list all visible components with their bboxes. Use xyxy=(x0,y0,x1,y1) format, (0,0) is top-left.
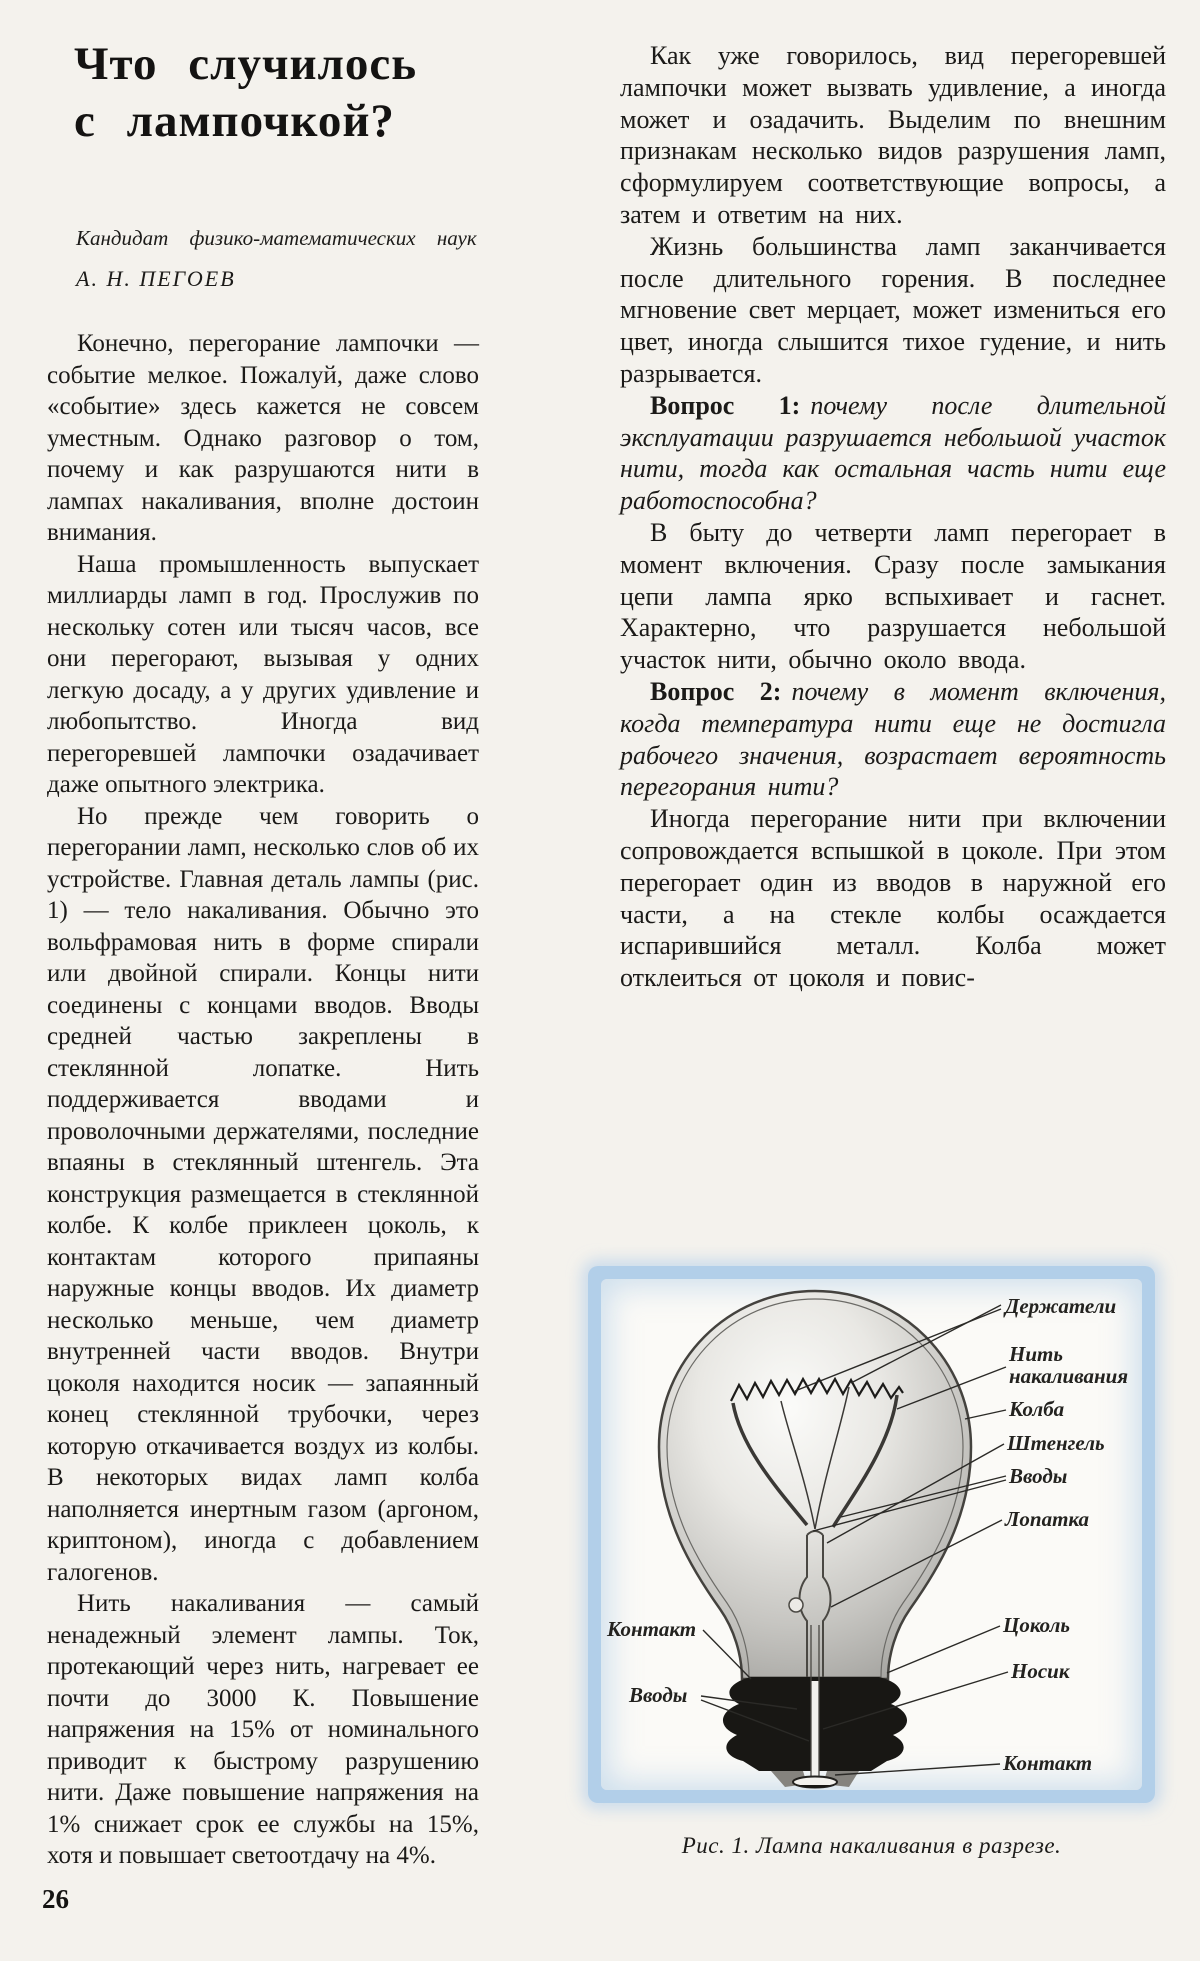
paragraph: Нить накаливания — самый ненадежный элемент лампы. Ток, протекающий через нить, нагревает ее почти до 3000 К. Повышение напряжения на 15% от номинального приводит к быстрому разрушению нити. Даже повышение напряжения на 1% снижает срок ее службы на 15%, хотя и повышает светоотдачу на 4%. xyxy=(47,1590,479,1869)
label-contact-left: Контакт xyxy=(607,1617,697,1641)
label-filament-line1: Нить xyxy=(1009,1342,1063,1366)
article-title-line1: Что случилось xyxy=(74,38,418,90)
right-column xyxy=(620,40,1166,994)
article-title xyxy=(74,36,504,150)
article-title-line2: с лампочкой? xyxy=(74,95,395,147)
label-leads-left: Вводы xyxy=(629,1683,688,1707)
label-bulb: Колба xyxy=(1009,1397,1065,1421)
label-tip: Носик xyxy=(1011,1659,1070,1683)
paragraph: Конечно, перегорание лампочки — событие мелкое. Пожалуй, даже слово «событие» здесь кажется не совсем уместным. Однако разговор о том, почему и как разрушаются нити в лампах накаливания, вполне достоин внимания. xyxy=(47,330,479,546)
author-role: Кандидат физико-математических наук xyxy=(76,226,477,250)
label-stem: Штенгель xyxy=(1007,1431,1105,1455)
label-filament xyxy=(1009,1343,1128,1387)
label-filament-line2: накаливания xyxy=(1009,1364,1129,1388)
page-number: 26 xyxy=(42,1884,69,1914)
author-name: А. Н. ПЕГОЕВ xyxy=(76,266,236,291)
paragraph: Жизнь большинства ламп заканчивается после длительного горения. В последнее мгновение свет мерцает, может измениться его цвет, иногда слышится тихое гудение, и нить разрывается. xyxy=(620,231,1166,388)
figure-frame xyxy=(588,1266,1155,1803)
label-leads-right: Вводы xyxy=(1009,1464,1068,1488)
label-contact-right: Контакт xyxy=(1003,1751,1093,1775)
left-column xyxy=(47,328,479,1872)
paragraph: Наша промышленность выпускает миллиарды ламп в год. Прослужив по нескольку сотен или тысяч часов, все они перегорают, вызывая у одних легкую досаду, а у других удивление и любопытство. Иногда вид перегоревшей лампочки озадачивает даже опытного электрика. xyxy=(47,550,479,798)
lopatka-hole xyxy=(789,1598,803,1612)
paragraph: Как уже говорилось, вид перегоревшей лампочки может вызвать удивление, а иногда может и озадачить. Выделим по внешним признакам несколько видов разрушения ламп, сформулируем соответствующие вопросы, а затем и ответим на них. xyxy=(620,41,1166,229)
paragraph: В быту до четверти ламп перегорает в момент включения. Сразу после замыкания цепи лампа ярко вспыхивает и гаснет. Характерно, что разрушается небольшой участок нити, обычно около ввода. xyxy=(620,517,1166,675)
question-label: Вопрос 1: xyxy=(650,390,801,420)
paragraph: Иногда перегорание нити при включении сопровождается вспышкой в цоколе. При этом перегорает один из вводов в наружной его части, а на стекле колбы осаждается испарившийся металл. Колба может отклеиться от цоколя и повис- xyxy=(620,804,1166,993)
glass-envelope xyxy=(659,1291,971,1679)
question-label: Вопрос 2: xyxy=(650,676,782,706)
question-text: почему в момент включения, когда температура нити еще не достигла рабочего значения, возрастает вероятность перегорания нити? xyxy=(620,676,1166,802)
question-paragraph xyxy=(620,390,1166,517)
label-holders: Держатели xyxy=(1005,1294,1117,1318)
paragraph: Но прежде чем говорить о перегорании ламп, несколько слов об их устройстве. Главная деталь лампы (рис. 1) — тело накаливания. Обычно это вольфрамовая нить в форме спирали или двойной спирали. Концы нити соединены с концами вводов. Вводы средней частью закреплены в стеклянной лопатке. Нить поддерживается вводами и проволочными держателями, последние впаяны в стеклянный штенгель. Эта конструкция размещается в стеклянной колбе. К колбе приклеен цоколь, к контактам которого припаяны наружные концы вводов. Их диаметр несколько меньше, чем диаметр внутренней части вводов. Внутри цоколя находится носик — запаянный конец стеклянной трубочки, через которую откачивается воздух из колбы. В некоторых видах ламп колба наполняется инертным газом (аргоном, криптоном), иногда с добавлением галогенов. xyxy=(47,802,479,1586)
label-pinch: Лопатка xyxy=(1005,1507,1090,1531)
figure-caption: Рис. 1. Лампа накаливания в разрезе. xyxy=(681,1833,1062,1858)
figure-lamp-diagram xyxy=(601,1279,1142,1790)
question-paragraph xyxy=(620,676,1166,803)
label-base: Цоколь xyxy=(1003,1613,1071,1637)
question-text: почему после длительной эксплуатации разрушается небольшой участок нити, тогда как остальная часть нити еще работоспособна? xyxy=(620,390,1167,516)
